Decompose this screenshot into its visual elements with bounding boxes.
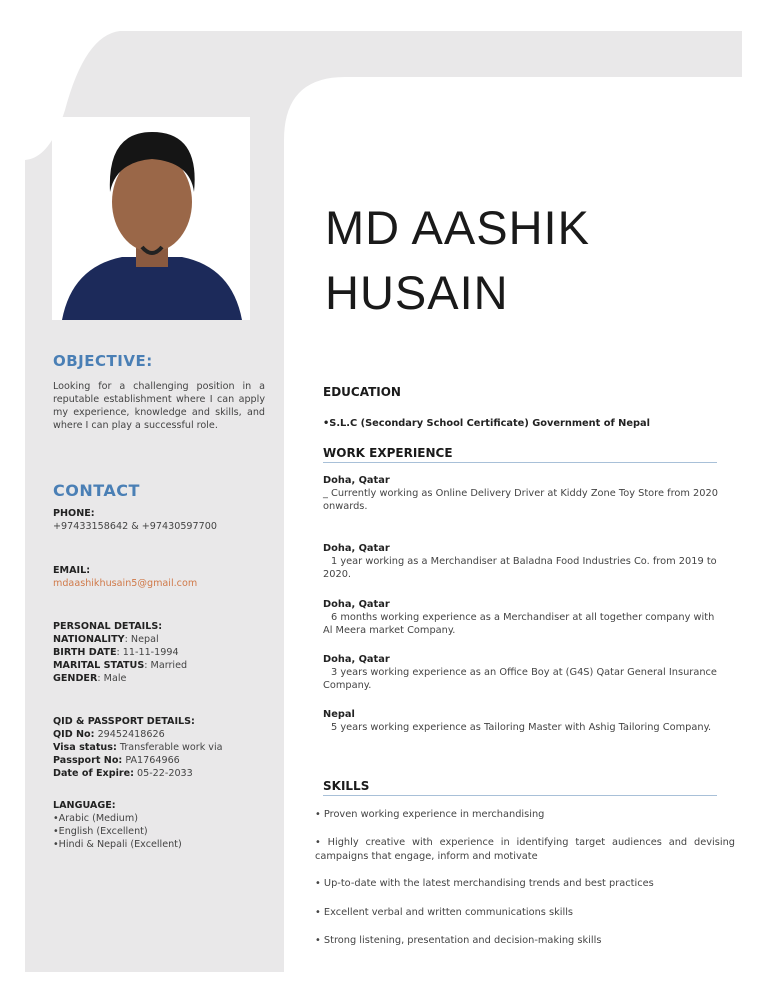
job-entry: Doha, Qatar _ Currently working as Online Delivery Driver at Kiddy Zone Toy Store from 2020 onwards. <box>323 475 718 512</box>
marital-value: Married <box>150 660 188 671</box>
skill-item: • Highly creative with experience in identifying target audiences and devising campaigns that engage, inform and motivate <box>315 837 735 862</box>
skill-item: • Excellent verbal and written communications skills <box>315 907 574 918</box>
passport-value: PA1764966 <box>125 755 180 766</box>
divider <box>323 462 717 463</box>
gender-label: GENDER <box>53 673 98 684</box>
qid-label: QID No: <box>53 729 95 740</box>
visa-value: Transferable work via <box>119 742 223 753</box>
visa-label: Visa status: <box>53 742 117 753</box>
job-entry: Nepal 5 years working experience as Tailoring Master with Ashig Tailoring Company. <box>323 709 712 733</box>
language-heading: LANGUAGE: <box>53 800 116 811</box>
nationality-label: NATIONALITY <box>53 634 125 645</box>
objective-text: Looking for a challenging position in a reputable establishment where I can apply my experience, knowledge and skills, and where I can play a successful role. <box>53 381 265 431</box>
personal-heading: PERSONAL DETAILS: <box>53 621 163 632</box>
gender-value: Male <box>103 673 127 684</box>
nationality-value: Nepal <box>130 634 159 645</box>
passport-label: Passport No: <box>53 755 123 766</box>
birth-label: BIRTH DATE <box>53 647 117 658</box>
expire-label: Date of Expire: <box>53 768 134 779</box>
skills-heading: SKILLS <box>323 779 370 793</box>
job-entry: Doha, Qatar 6 months working experience as a Merchandiser at all together company with Al Meera market Company. <box>323 599 715 636</box>
work-heading: WORK EXPERIENCE <box>323 446 453 460</box>
qid-value: 29452418626 <box>97 729 165 740</box>
skill-item: • Strong listening, presentation and decision-making skills <box>315 935 602 946</box>
email-link[interactable]: mdaashikhusain5@gmail.com <box>53 578 198 589</box>
name-line-2: HUSAIN <box>325 266 509 319</box>
email-label: EMAIL: <box>53 565 91 576</box>
objective-heading: OBJECTIVE: <box>53 352 153 370</box>
language-item: •Hindi & Nepali (Excellent) <box>53 839 182 850</box>
education-item: •S.L.C (Secondary School Certificate) Government of Nepal <box>323 418 650 429</box>
language-item: •Arabic (Medium) <box>53 813 138 824</box>
divider <box>323 795 717 796</box>
contact-heading: CONTACT <box>53 481 140 500</box>
job-entry: Doha, Qatar 3 years working experience as an Office Boy at (G4S) Qatar General Insurance Company. <box>323 654 717 691</box>
expire-value: 05-22-2033 <box>137 768 193 779</box>
skill-item: • Up-to-date with the latest merchandising trends and best practices <box>315 878 654 889</box>
phone-value: +97433158642 & +97430597700 <box>53 521 217 532</box>
phone-label: PHONE: <box>53 508 95 519</box>
education-heading: EDUCATION <box>323 385 401 399</box>
marital-label: MARITAL STATUS <box>53 660 145 671</box>
job-entry: Doha, Qatar 1 year working as a Merchandiser at Baladna Food Industries Co. from 2019 to 2020. <box>323 543 717 580</box>
language-item: •English (Excellent) <box>53 826 148 837</box>
birth-value: 11-11-1994 <box>122 647 179 658</box>
skill-item: • Proven working experience in merchandising <box>315 809 545 820</box>
profile-photo <box>52 117 250 320</box>
name-line-1: MD AASHIK <box>325 201 590 254</box>
qid-heading: QID & PASSPORT DETAILS: <box>53 716 195 727</box>
